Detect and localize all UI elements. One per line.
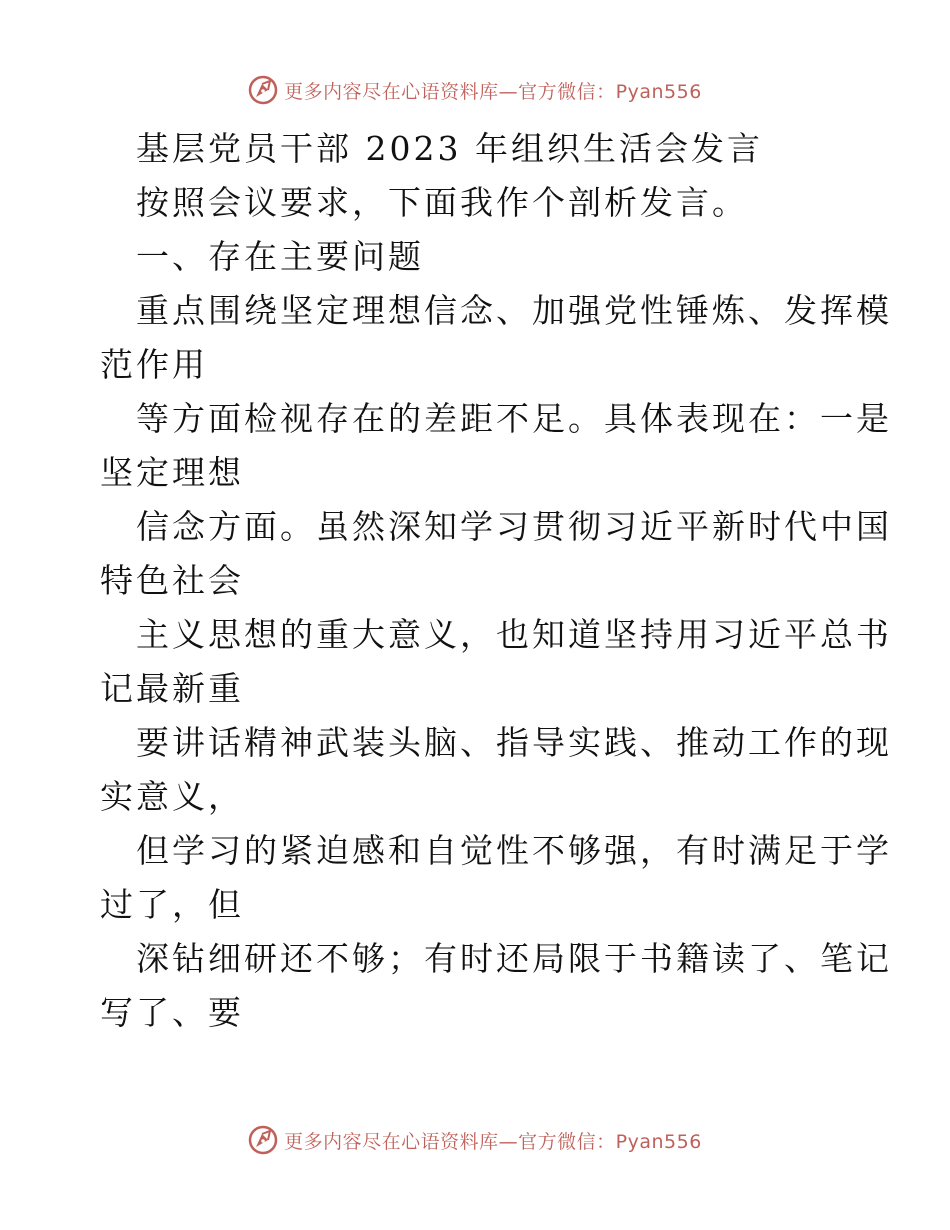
- paragraph-line: 等方面检视存在的差距不足。具体表现在：一是: [136, 399, 892, 438]
- document-body: [100, 122, 892, 1040]
- watermark-text: 更多内容尽在心语资料库—官方微信：Pyan556: [284, 1130, 702, 1153]
- paragraph-line: 按照会议要求，下面我作个剖析发言。: [136, 183, 748, 222]
- paragraph-line: 信念方面。虽然深知学习贯彻习近平新时代中国: [136, 507, 892, 546]
- pen-nib-logo-icon: [248, 75, 278, 105]
- paragraph-line: 写了、要: [100, 993, 244, 1032]
- paragraph-line: 特色社会: [100, 561, 244, 600]
- paragraph-line: 范作用: [100, 345, 208, 384]
- paragraph-line: 重点围绕坚定理想信念、加强党性锤炼、发挥模: [136, 291, 892, 330]
- paragraph-line: 坚定理想: [100, 453, 244, 492]
- header-watermark: [0, 73, 950, 107]
- paragraph-line: 实意义，: [100, 777, 244, 816]
- document-title: 基层党员干部 2023 年组织生活会发言: [136, 129, 763, 168]
- paragraph-line: 但学习的紧迫感和自觉性不够强，有时满足于学: [136, 831, 892, 870]
- paragraph-line: 记最新重: [100, 669, 244, 708]
- footer-watermark: [0, 1123, 950, 1157]
- paragraph-line: 过了，但: [100, 885, 244, 924]
- paragraph-line: 要讲话精神武装头脑、指导实践、推动工作的现: [136, 723, 892, 762]
- paragraph-line: 主义思想的重大意义，也知道坚持用习近平总书: [136, 615, 892, 654]
- section-heading: 一、存在主要问题: [136, 237, 424, 276]
- paragraph-line: 深钻细研还不够；有时还局限于书籍读了、笔记: [136, 939, 892, 978]
- pen-nib-logo-icon: [248, 1125, 278, 1155]
- watermark-text: 更多内容尽在心语资料库—官方微信：Pyan556: [284, 80, 702, 103]
